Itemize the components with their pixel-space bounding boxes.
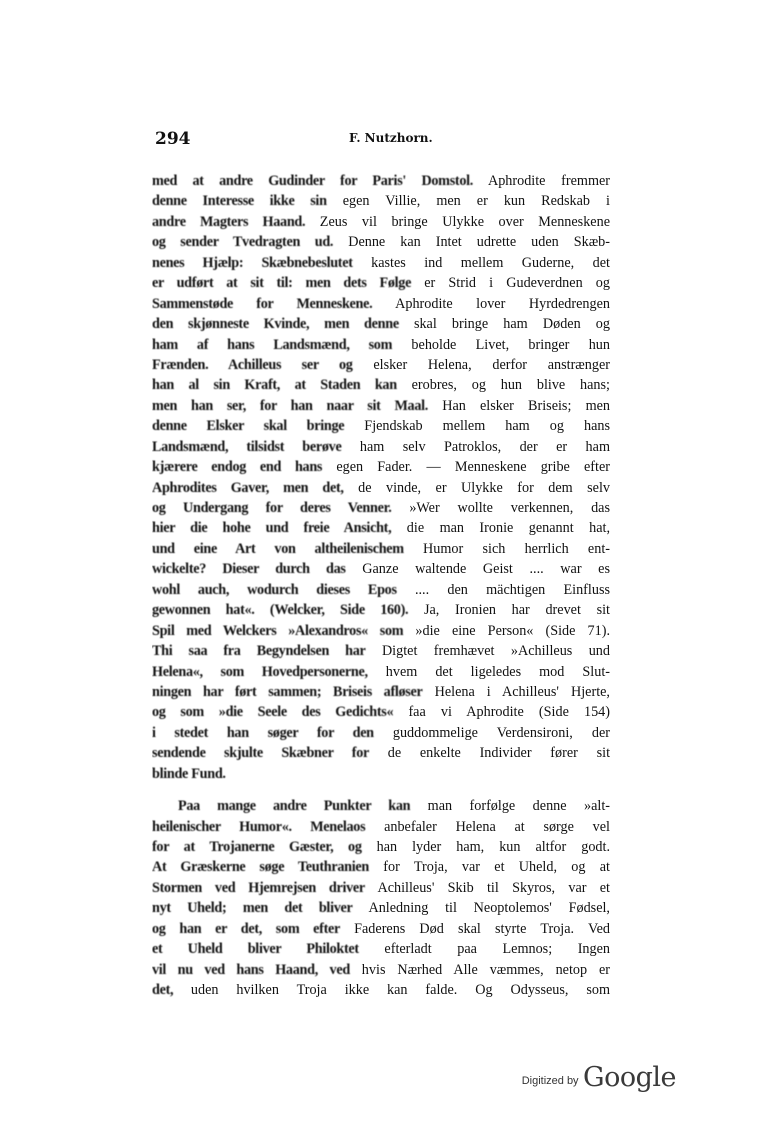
line-fragment: Fjendskab mellem ham og hans (344, 418, 610, 435)
line-fragment: for at Trojanerne Gæster, og (152, 839, 362, 855)
digitized-by-label: Digitized by (521, 1075, 579, 1087)
text-line (152, 702, 610, 722)
line-fragment: Denne kan Intet udrette uden Skæb- (333, 234, 610, 251)
line-fragment: det, (152, 982, 191, 999)
line-fragment: faa vi Aphrodite (Side 154) (393, 704, 610, 721)
line-fragment: blinde Fund. (152, 765, 226, 782)
text-line (152, 621, 610, 641)
text-line (152, 457, 610, 477)
text-line (152, 191, 610, 211)
text-line (152, 355, 610, 375)
text-line (152, 837, 610, 857)
text-line (152, 817, 610, 837)
line-fragment: Stormen ved Hjemrejsen driver (152, 879, 365, 896)
running-title: F. Nutzhorn. (349, 131, 433, 145)
line-fragment: vil nu ved hans Haand, ved (152, 961, 350, 978)
line-fragment: Aphrodites Gaver, men det, (152, 479, 344, 496)
text-line (152, 314, 610, 334)
line-fragment: ningen har ført sammen; Briseis afløser (152, 683, 423, 700)
text-line (152, 682, 610, 702)
line-fragment: Paa mange andre Punkter kan (178, 798, 411, 815)
line-fragment: Aphrodite lover Hyrdedrengen (372, 295, 610, 312)
text-line (152, 764, 610, 784)
line-fragment: nyt Uheld; men det bliver (152, 900, 353, 917)
line-fragment: Han elsker Briseis; men (428, 397, 610, 414)
line-fragment: er udført at sit til: men dets Følge (152, 275, 412, 292)
text-line (152, 253, 610, 273)
line-fragment: erobres, og hun blive hans; (396, 377, 610, 394)
line-fragment: og Undergang for deres Venner. (152, 500, 392, 516)
line-fragment: han al sin Kraft, at Staden kan (152, 377, 397, 394)
line-fragment: ham selv Patroklos, der er ham (341, 438, 610, 455)
line-fragment: Achilleus' Skib til Skyros, var et (364, 879, 610, 896)
text-line (152, 478, 610, 498)
line-fragment: er Strid i Gudeverdnen og (411, 275, 610, 292)
line-fragment: Sammenstøde for Menneskene. (152, 295, 373, 312)
line-fragment: de enkelte Individer fører sit (369, 745, 610, 762)
line-fragment: efterladt paa Lemnos; Ingen (358, 941, 610, 958)
text-line (152, 919, 610, 939)
line-fragment: uden hvilken Troja ikke kan falde. Og Odysseus, som (190, 982, 610, 999)
text-line (152, 518, 610, 538)
line-fragment: wickelte? Dieser durch das (152, 561, 346, 578)
line-fragment: egen Fader. — Menneskene gribe efter (322, 459, 610, 476)
page-body (152, 171, 610, 1001)
line-fragment: og han er det, som efter (152, 920, 340, 937)
line-fragment: denne Elsker skal bringe (152, 418, 345, 435)
text-line (152, 580, 610, 600)
text-line (152, 232, 610, 252)
line-fragment: Ja, Ironien har drevet sit (408, 602, 610, 619)
line-fragment: man forfølge denne »alt- (410, 798, 610, 815)
google-logo: Google (583, 1062, 676, 1093)
line-fragment: »Wer wollte verkennen, das (391, 500, 610, 516)
line-fragment: Faderens Død skal styrte Troja. Ved (340, 920, 610, 937)
line-fragment: Digtet fremhævet »Achilleus und (365, 643, 610, 660)
text-line (152, 939, 610, 959)
line-fragment: Aphrodite fremmer (473, 173, 610, 189)
line-fragment: og sender Tvedragten ud. (152, 234, 334, 251)
text-line (152, 723, 610, 743)
line-fragment: i stedet han søger for den (152, 724, 374, 741)
line-fragment: Helena i Achilleus' Hjerte, (422, 683, 610, 700)
text-line (152, 396, 610, 416)
text-line (152, 335, 610, 355)
text-line (152, 662, 610, 682)
line-fragment: beholde Livet, bringer hun (392, 336, 610, 353)
line-fragment: heilenischer Humor«. Menelaos (152, 818, 366, 835)
text-line (152, 416, 610, 436)
line-fragment: Frænden. Achilleus ser og (152, 356, 353, 373)
line-fragment: med at andre Gudinder for Paris' Domstol. (152, 173, 474, 189)
line-fragment: guddommelige Verdensironi, der (373, 724, 610, 741)
line-fragment: han lyder ham, kun altfor godt. (361, 839, 610, 855)
page-header (155, 129, 610, 151)
line-fragment: Thi saa fra Begyndelsen har (152, 643, 366, 660)
line-fragment: Humor sich herrlich ent- (403, 540, 610, 557)
line-fragment: og som »die Seele des Gedichts« (152, 704, 394, 721)
line-fragment: die man Ironie genannt hat, (391, 520, 610, 537)
text-line (152, 294, 610, 314)
line-fragment: kjærere endog end hans (152, 459, 323, 476)
text-line (152, 171, 610, 191)
line-fragment: At Græskerne søge Teuthranien (152, 859, 369, 876)
line-fragment: hvem det ligeledes mod Slut- (367, 663, 610, 680)
line-fragment: »die eine Person« (Side 71). (403, 622, 610, 639)
text-line (152, 857, 610, 877)
line-fragment: hvis Nærhed Alle væmmes, netop er (349, 961, 610, 978)
line-fragment: Helena«, som Hovedpersonerne, (152, 663, 368, 680)
line-fragment: gewonnen hat«. (Welcker, Side 160). (152, 602, 409, 619)
line-fragment: kastes ind mellem Guderne, det (352, 254, 610, 271)
text-line (152, 600, 610, 620)
line-fragment: de vinde, er Ulykke for dem selv (343, 479, 610, 496)
line-fragment: sendende skjulte Skæbner for (152, 745, 370, 762)
text-line (152, 898, 610, 918)
line-fragment: for Troja, var et Uheld, og at (369, 859, 610, 876)
line-fragment: Anledning til Neoptolemos' Fødsel, (352, 900, 610, 917)
text-line (152, 878, 610, 898)
text-line (152, 980, 610, 1000)
page-number: 294 (155, 129, 191, 149)
line-fragment: skal bringe ham Døden og (398, 316, 610, 333)
line-fragment: wohl auch, wodurch dieses Epos (152, 581, 397, 598)
line-fragment: den skjønneste Kvinde, men denne (152, 316, 399, 333)
line-fragment: men han ser, for han naar sit Maal. (152, 397, 429, 414)
line-fragment: Zeus vil bringe Ulykke over Menneskene (305, 213, 610, 230)
line-fragment: anbefaler Helena at sørge vel (365, 818, 610, 835)
text-line (152, 375, 610, 395)
text-line (152, 437, 610, 457)
text-line (152, 960, 610, 980)
line-fragment: hier die hohe und freie Ansicht, (152, 520, 392, 537)
line-fragment: andre Magters Haand. (152, 213, 306, 230)
line-fragment: egen Villie, men er kun Redskab i (326, 193, 610, 210)
text-line (152, 641, 610, 661)
text-line (152, 539, 610, 559)
line-fragment: elsker Helena, derfor anstrænger (352, 356, 610, 373)
line-fragment: ham af hans Landsmænd, som (152, 336, 393, 353)
text-line (152, 212, 610, 232)
text-line (152, 796, 610, 816)
line-fragment: und eine Art von altheilenischem (152, 540, 404, 557)
line-fragment: .... den mächtigen Einfluss (396, 581, 610, 598)
line-fragment: denne Interesse ikke sin (152, 193, 327, 210)
digitized-by-google-watermark (522, 1062, 676, 1093)
line-fragment: Ganze waltende Geist .... war es (345, 561, 610, 578)
text-line (152, 273, 610, 293)
line-fragment: Landsmænd, tilsidst berøve (152, 438, 342, 455)
text-line (152, 498, 610, 518)
line-fragment: nenes Hjælp: Skæbnebeslutet (152, 254, 353, 271)
line-fragment: et Uheld bliver Philoktet (152, 941, 359, 958)
text-line (152, 559, 610, 579)
line-fragment: Spil med Welckers »Alexandros« som (152, 622, 404, 639)
text-line (152, 743, 610, 763)
